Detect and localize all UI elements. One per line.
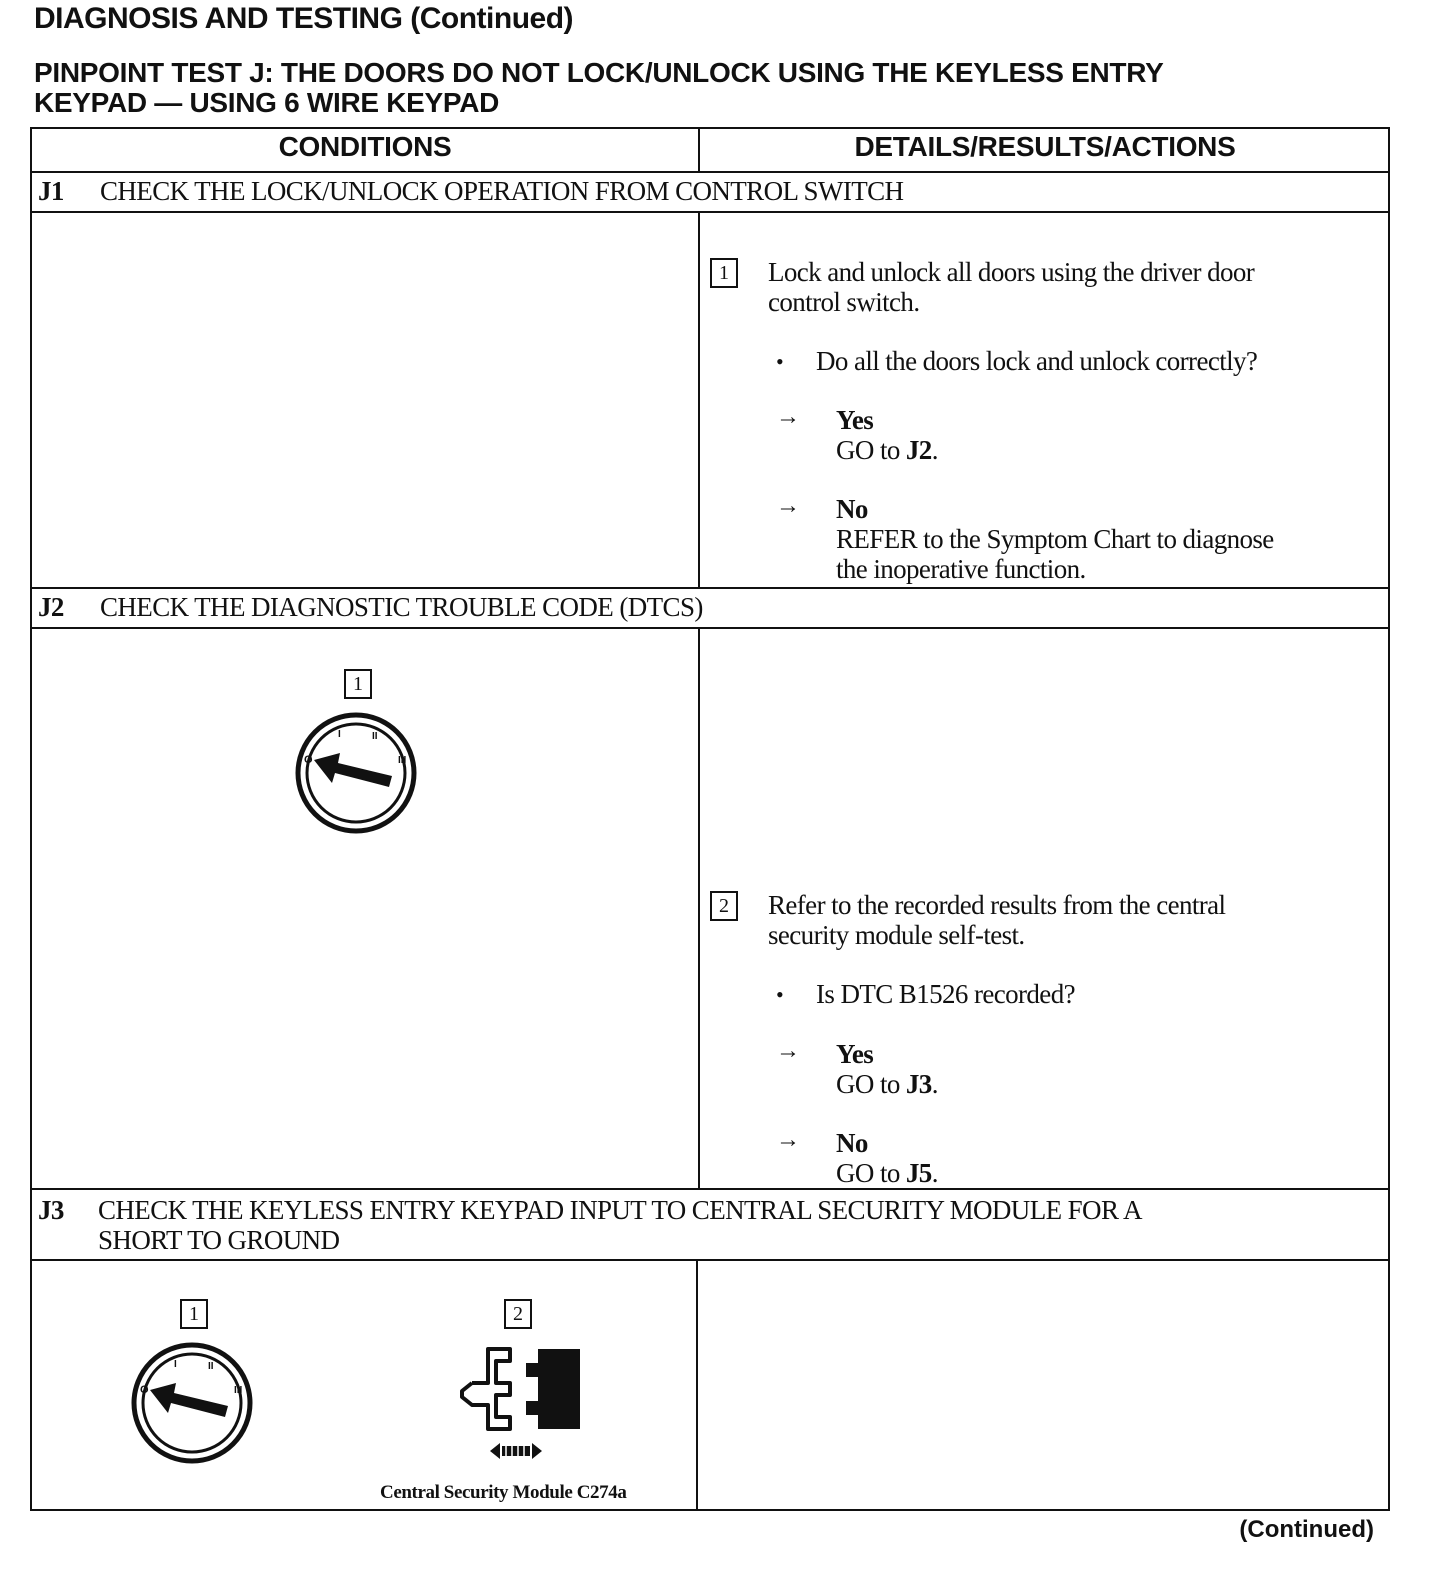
connector-disconnect-icon [452,1343,582,1465]
right-arrow-icon: → [776,1038,800,1064]
action-number-box: 2 [710,891,738,921]
yes-suffix: . [931,435,938,465]
no-target: J5 [905,1158,932,1188]
j1-yes-result [836,405,938,465]
yes-target: J3 [905,1069,932,1099]
j1-no-result [836,494,1376,584]
test-title-line-1: PINPOINT TEST J: THE DOORS DO NOT LOCK/UNLOCK USING THE KEYLESS ENTRY [34,57,1164,88]
svg-text:II: II [208,1361,214,1372]
j2-action-text [768,890,1378,950]
yes-label: Yes [836,405,874,435]
no-prefix: GO to [836,1158,906,1188]
conditions-column-header: CONDITIONS [278,131,452,162]
step-id: J2 [38,592,64,622]
ignition-switch-off-icon [294,711,422,835]
right-arrow-icon: → [776,404,800,430]
yes-action [836,1069,938,1099]
connector-caption: Central Security Module C274a [380,1482,627,1503]
svg-text:I: I [174,1359,177,1370]
step-title [98,1195,1382,1255]
svg-text:II: II [372,731,378,742]
svg-text:O: O [140,1384,149,1396]
action-line: security module self-test. [768,920,1025,950]
bullet-icon: • [776,349,784,374]
continued-footer: (Continued) [1239,1516,1374,1543]
yes-prefix: GO to [836,1069,906,1099]
no-suffix: . [931,1158,938,1188]
step-id: J3 [38,1195,64,1225]
j3-column-divider [696,1259,698,1511]
figure-number-box: 1 [180,1299,208,1329]
step-j2-title-row [38,592,1382,626]
figure-number-box: 1 [344,669,372,699]
right-arrow-icon: → [776,493,800,519]
svg-text:III: III [234,1385,243,1396]
j1-action-text [768,257,1378,317]
j2-title-divider [32,627,1388,629]
step-title: CHECK THE DIAGNOSTIC TROUBLE CODE (DTCS) [100,592,703,622]
no-label: No [836,1128,868,1158]
step-j1-title-row [38,176,1382,210]
no-action-line: REFER to the Symptom Chart to diagnose [836,524,1274,554]
j2-start-divider [32,587,1388,589]
j2-no-result [836,1128,938,1188]
details-column-header: DETAILS/RESULTS/ACTIONS [854,131,1236,162]
j2-yes-result [836,1039,938,1099]
no-action-line: the inoperative function. [836,554,1086,584]
step-title-line: CHECK THE KEYLESS ENTRY KEYPAD INPUT TO CENTRAL SECURITY MODULE FOR A [98,1195,1142,1225]
step-title-line: SHORT TO GROUND [98,1225,340,1255]
right-arrow-icon: → [776,1127,800,1153]
svg-text:III: III [398,755,407,766]
svg-text:I: I [338,729,341,740]
action-line: Lock and unlock all doors using the driver door [768,257,1255,287]
j1-column-divider [698,211,700,589]
header-column-divider [698,129,700,173]
yes-suffix: . [931,1069,938,1099]
pinpoint-test-table [30,127,1390,1511]
figure-number-box: 2 [504,1299,532,1329]
header-divider [32,171,1388,173]
step-j3-title-row [38,1195,1382,1257]
no-label: No [836,494,868,524]
yes-prefix: GO to [836,435,906,465]
j1-question: Do all the doors lock and unlock correctly? [816,346,1258,376]
j1-title-divider [32,211,1388,213]
bullet-icon: • [776,982,784,1007]
action-line: Refer to the recorded results from the central [768,890,1226,920]
step-title: CHECK THE LOCK/UNLOCK OPERATION FROM CONTROL SWITCH [100,176,904,206]
j2-question: Is DTC B1526 recorded? [816,979,1075,1009]
step-id: J1 [38,176,64,206]
j3-title-divider [32,1259,1388,1261]
ignition-switch-off-icon [130,1341,258,1465]
yes-action [836,435,938,465]
action-number-box: 1 [710,258,738,288]
j3-start-divider [32,1188,1388,1190]
yes-label: Yes [836,1039,874,1069]
action-line: control switch. [768,287,920,317]
page-title: DIAGNOSIS AND TESTING (Continued) [34,2,574,35]
test-title-line-2: KEYPAD — USING 6 WIRE KEYPAD [34,87,500,118]
yes-target: J2 [905,435,932,465]
svg-text:O: O [304,754,313,766]
pinpoint-test-title [34,58,1374,118]
no-action [836,1158,938,1188]
j2-column-divider [698,627,700,1190]
